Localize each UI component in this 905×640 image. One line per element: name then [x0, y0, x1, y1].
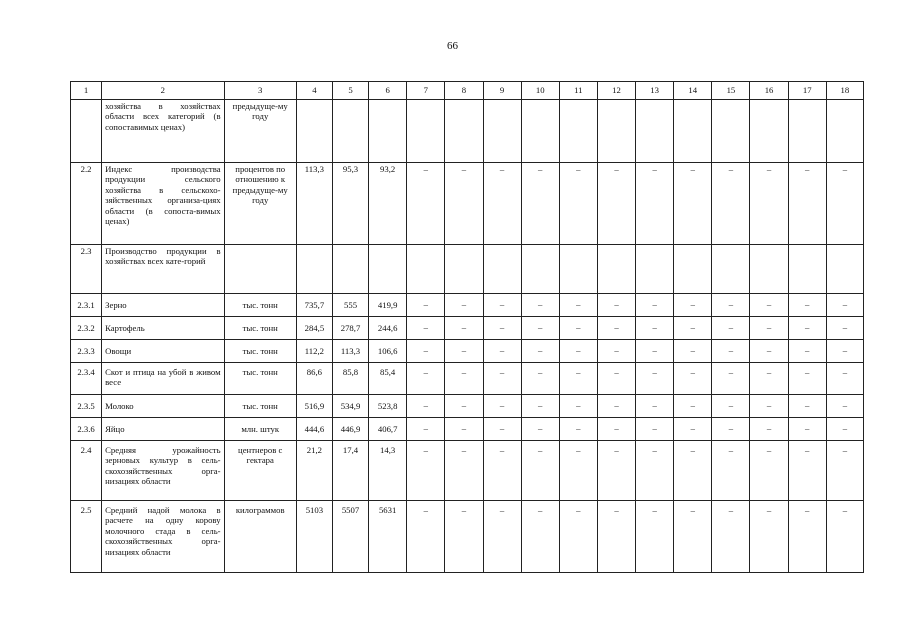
column-header: 17	[788, 82, 826, 100]
value-col-14: –	[674, 501, 712, 573]
value-col-11: –	[559, 363, 597, 395]
row-number: 2.3.2	[71, 317, 102, 340]
value-col-10: –	[521, 294, 559, 317]
value-col-8: –	[445, 340, 483, 363]
value-col-16: –	[750, 395, 788, 418]
unit-of-measure: тыс. тонн	[224, 294, 296, 317]
value-col-7: –	[407, 418, 445, 441]
value-col-5: 555	[332, 294, 368, 317]
value-col-8: –	[445, 317, 483, 340]
unit-of-measure: процентов по отношению к предыдуще-му году	[224, 163, 296, 245]
value-col-10: –	[521, 395, 559, 418]
value-col-9: –	[483, 441, 521, 501]
value-col-13: –	[636, 317, 674, 340]
value-col-10	[521, 245, 559, 294]
indicator-name: Картофель	[102, 317, 224, 340]
value-col-14	[674, 100, 712, 163]
value-col-12: –	[597, 501, 635, 573]
value-col-12: –	[597, 340, 635, 363]
value-col-17	[788, 245, 826, 294]
column-header: 7	[407, 82, 445, 100]
value-col-9: –	[483, 340, 521, 363]
row-number: 2.3.1	[71, 294, 102, 317]
value-col-5: 534,9	[332, 395, 368, 418]
value-col-9: –	[483, 501, 521, 573]
value-col-6: 244,6	[369, 317, 407, 340]
value-col-8	[445, 245, 483, 294]
value-col-18: –	[826, 418, 863, 441]
indicator-name: Производство продукции в хозяйствах всех кате-горий	[102, 245, 224, 294]
value-col-14: –	[674, 163, 712, 245]
unit-of-measure: тыс. тонн	[224, 363, 296, 395]
value-col-14: –	[674, 395, 712, 418]
value-col-13: –	[636, 441, 674, 501]
value-col-12: –	[597, 363, 635, 395]
value-col-7: –	[407, 294, 445, 317]
value-col-13: –	[636, 340, 674, 363]
value-col-11	[559, 100, 597, 163]
page-number: 66	[447, 40, 458, 52]
value-col-18: –	[826, 441, 863, 501]
column-header: 1	[71, 82, 102, 100]
value-col-8: –	[445, 395, 483, 418]
value-col-17: –	[788, 317, 826, 340]
value-col-10: –	[521, 340, 559, 363]
value-col-11: –	[559, 317, 597, 340]
value-col-5: 113,3	[332, 340, 368, 363]
value-col-17: –	[788, 163, 826, 245]
value-col-9: –	[483, 163, 521, 245]
value-col-13: –	[636, 501, 674, 573]
value-col-5: 95,3	[332, 163, 368, 245]
table-row	[71, 317, 864, 340]
value-col-16: –	[750, 294, 788, 317]
column-header: 13	[636, 82, 674, 100]
value-col-5: 17,4	[332, 441, 368, 501]
value-col-4: 112,2	[296, 340, 332, 363]
value-col-10: –	[521, 317, 559, 340]
value-col-5	[332, 100, 368, 163]
value-col-14: –	[674, 418, 712, 441]
value-col-16: –	[750, 363, 788, 395]
indicators-table	[70, 81, 864, 573]
value-col-6	[369, 245, 407, 294]
value-col-4: 21,2	[296, 441, 332, 501]
value-col-6: 85,4	[369, 363, 407, 395]
table-row	[71, 163, 864, 245]
value-col-13: –	[636, 395, 674, 418]
value-col-14: –	[674, 340, 712, 363]
unit-of-measure	[224, 245, 296, 294]
row-number: 2.3.6	[71, 418, 102, 441]
value-col-7: –	[407, 441, 445, 501]
indicator-name: Средняя урожайность зерновых культур в сель-скохозяйственных орга-низациях области	[102, 441, 224, 501]
value-col-6: 5631	[369, 501, 407, 573]
column-header: 2	[102, 82, 224, 100]
value-col-5: 5507	[332, 501, 368, 573]
value-col-18	[826, 245, 863, 294]
table-header-row	[71, 82, 864, 100]
value-col-12: –	[597, 395, 635, 418]
value-col-10: –	[521, 441, 559, 501]
value-col-12: –	[597, 317, 635, 340]
column-header: 12	[597, 82, 635, 100]
value-col-9	[483, 245, 521, 294]
value-col-5: 278,7	[332, 317, 368, 340]
value-col-18: –	[826, 395, 863, 418]
value-col-15: –	[712, 395, 750, 418]
value-col-12: –	[597, 441, 635, 501]
column-header: 15	[712, 82, 750, 100]
value-col-9: –	[483, 294, 521, 317]
table-row	[71, 340, 864, 363]
value-col-14: –	[674, 441, 712, 501]
value-col-15: –	[712, 317, 750, 340]
value-col-15: –	[712, 163, 750, 245]
value-col-18: –	[826, 340, 863, 363]
value-col-7: –	[407, 363, 445, 395]
value-col-8: –	[445, 163, 483, 245]
column-header: 14	[674, 82, 712, 100]
value-col-15: –	[712, 418, 750, 441]
table-row	[71, 395, 864, 418]
value-col-17: –	[788, 418, 826, 441]
value-col-11: –	[559, 163, 597, 245]
row-number: 2.2	[71, 163, 102, 245]
value-col-4: 444,6	[296, 418, 332, 441]
value-col-14	[674, 245, 712, 294]
value-col-17: –	[788, 363, 826, 395]
row-number: 2.3.4	[71, 363, 102, 395]
value-col-10	[521, 100, 559, 163]
unit-of-measure: тыс. тонн	[224, 340, 296, 363]
value-col-11	[559, 245, 597, 294]
value-col-15: –	[712, 294, 750, 317]
value-col-7: –	[407, 501, 445, 573]
value-col-4: 735,7	[296, 294, 332, 317]
unit-of-measure: предыдуще-му году	[224, 100, 296, 163]
value-col-14: –	[674, 317, 712, 340]
value-col-13: –	[636, 163, 674, 245]
indicator-name: Овощи	[102, 340, 224, 363]
value-col-11: –	[559, 340, 597, 363]
value-col-7: –	[407, 395, 445, 418]
value-col-4	[296, 100, 332, 163]
column-header: 10	[521, 82, 559, 100]
value-col-9: –	[483, 317, 521, 340]
table-row	[71, 418, 864, 441]
value-col-16: –	[750, 501, 788, 573]
value-col-8	[445, 100, 483, 163]
value-col-11: –	[559, 441, 597, 501]
value-col-15: –	[712, 340, 750, 363]
column-header: 16	[750, 82, 788, 100]
value-col-10: –	[521, 418, 559, 441]
value-col-6: 93,2	[369, 163, 407, 245]
value-col-4: 5103	[296, 501, 332, 573]
value-col-4: 284,5	[296, 317, 332, 340]
row-number: 2.3.3	[71, 340, 102, 363]
value-col-13	[636, 100, 674, 163]
value-col-6: 523,8	[369, 395, 407, 418]
indicator-name: Скот и птица на убой в живом весе	[102, 363, 224, 395]
value-col-17: –	[788, 501, 826, 573]
indicator-name: Молоко	[102, 395, 224, 418]
value-col-12: –	[597, 294, 635, 317]
value-col-6: 419,9	[369, 294, 407, 317]
indicator-name: Индекс производства продукции сельского хозяйства в сельскохо-зяйственных организа-циях области (в сопоста-вимых ценах)	[102, 163, 224, 245]
indicator-name: Средний надой молока в расчете на одну корову молочного стада в сель-скохозяйственных орга-низациях области	[102, 501, 224, 573]
value-col-16	[750, 245, 788, 294]
value-col-7	[407, 100, 445, 163]
value-col-10: –	[521, 363, 559, 395]
value-col-13: –	[636, 363, 674, 395]
value-col-18: –	[826, 363, 863, 395]
value-col-13: –	[636, 294, 674, 317]
value-col-9	[483, 100, 521, 163]
value-col-8: –	[445, 441, 483, 501]
value-col-16: –	[750, 317, 788, 340]
value-col-7	[407, 245, 445, 294]
value-col-6: 406,7	[369, 418, 407, 441]
value-col-12	[597, 100, 635, 163]
value-col-15: –	[712, 501, 750, 573]
value-col-15: –	[712, 363, 750, 395]
value-col-16: –	[750, 340, 788, 363]
table-row	[71, 501, 864, 573]
unit-of-measure: тыс. тонн	[224, 317, 296, 340]
value-col-7: –	[407, 340, 445, 363]
value-col-18: –	[826, 317, 863, 340]
value-col-13	[636, 245, 674, 294]
value-col-18: –	[826, 163, 863, 245]
value-col-18	[826, 100, 863, 163]
value-col-4: 86,6	[296, 363, 332, 395]
value-col-16: –	[750, 163, 788, 245]
value-col-17: –	[788, 441, 826, 501]
value-col-14: –	[674, 294, 712, 317]
value-col-17	[788, 100, 826, 163]
value-col-7: –	[407, 163, 445, 245]
table-row	[71, 363, 864, 395]
value-col-18: –	[826, 294, 863, 317]
unit-of-measure: тыс. тонн	[224, 395, 296, 418]
column-header: 11	[559, 82, 597, 100]
value-col-4: 113,3	[296, 163, 332, 245]
row-number: 2.3	[71, 245, 102, 294]
value-col-6: 14,3	[369, 441, 407, 501]
column-header: 5	[332, 82, 368, 100]
indicator-name: Зерно	[102, 294, 224, 317]
table-row	[71, 245, 864, 294]
value-col-10: –	[521, 163, 559, 245]
value-col-16: –	[750, 418, 788, 441]
value-col-12	[597, 245, 635, 294]
row-number: 2.5	[71, 501, 102, 573]
value-col-17: –	[788, 395, 826, 418]
value-col-9: –	[483, 395, 521, 418]
column-header: 6	[369, 82, 407, 100]
row-number: 2.4	[71, 441, 102, 501]
unit-of-measure: килограммов	[224, 501, 296, 573]
indicator-name: Яйцо	[102, 418, 224, 441]
column-header: 3	[224, 82, 296, 100]
table-row	[71, 441, 864, 501]
value-col-4: 516,9	[296, 395, 332, 418]
row-number	[71, 100, 102, 163]
value-col-11: –	[559, 501, 597, 573]
value-col-6: 106,6	[369, 340, 407, 363]
value-col-8: –	[445, 418, 483, 441]
value-col-6	[369, 100, 407, 163]
value-col-10: –	[521, 501, 559, 573]
value-col-7: –	[407, 317, 445, 340]
value-col-8: –	[445, 294, 483, 317]
indicator-name: хозяйства в хозяйствах области всех категорий (в сопоставимых ценах)	[102, 100, 224, 163]
value-col-16: –	[750, 441, 788, 501]
value-col-9: –	[483, 363, 521, 395]
value-col-15	[712, 100, 750, 163]
unit-of-measure: млн. штук	[224, 418, 296, 441]
unit-of-measure: центнеров с гектара	[224, 441, 296, 501]
value-col-14: –	[674, 363, 712, 395]
value-col-12: –	[597, 418, 635, 441]
column-header: 9	[483, 82, 521, 100]
value-col-5	[332, 245, 368, 294]
value-col-8: –	[445, 363, 483, 395]
table-row	[71, 294, 864, 317]
value-col-16	[750, 100, 788, 163]
value-col-11: –	[559, 395, 597, 418]
value-col-13: –	[636, 418, 674, 441]
value-col-18: –	[826, 501, 863, 573]
value-col-11: –	[559, 294, 597, 317]
row-number: 2.3.5	[71, 395, 102, 418]
value-col-15: –	[712, 441, 750, 501]
value-col-15	[712, 245, 750, 294]
value-col-17: –	[788, 294, 826, 317]
value-col-8: –	[445, 501, 483, 573]
value-col-5: 85,8	[332, 363, 368, 395]
table-row	[71, 100, 864, 163]
column-header: 8	[445, 82, 483, 100]
value-col-4	[296, 245, 332, 294]
value-col-17: –	[788, 340, 826, 363]
column-header: 4	[296, 82, 332, 100]
value-col-11: –	[559, 418, 597, 441]
value-col-5: 446,9	[332, 418, 368, 441]
value-col-12: –	[597, 163, 635, 245]
column-header: 18	[826, 82, 863, 100]
value-col-9: –	[483, 418, 521, 441]
